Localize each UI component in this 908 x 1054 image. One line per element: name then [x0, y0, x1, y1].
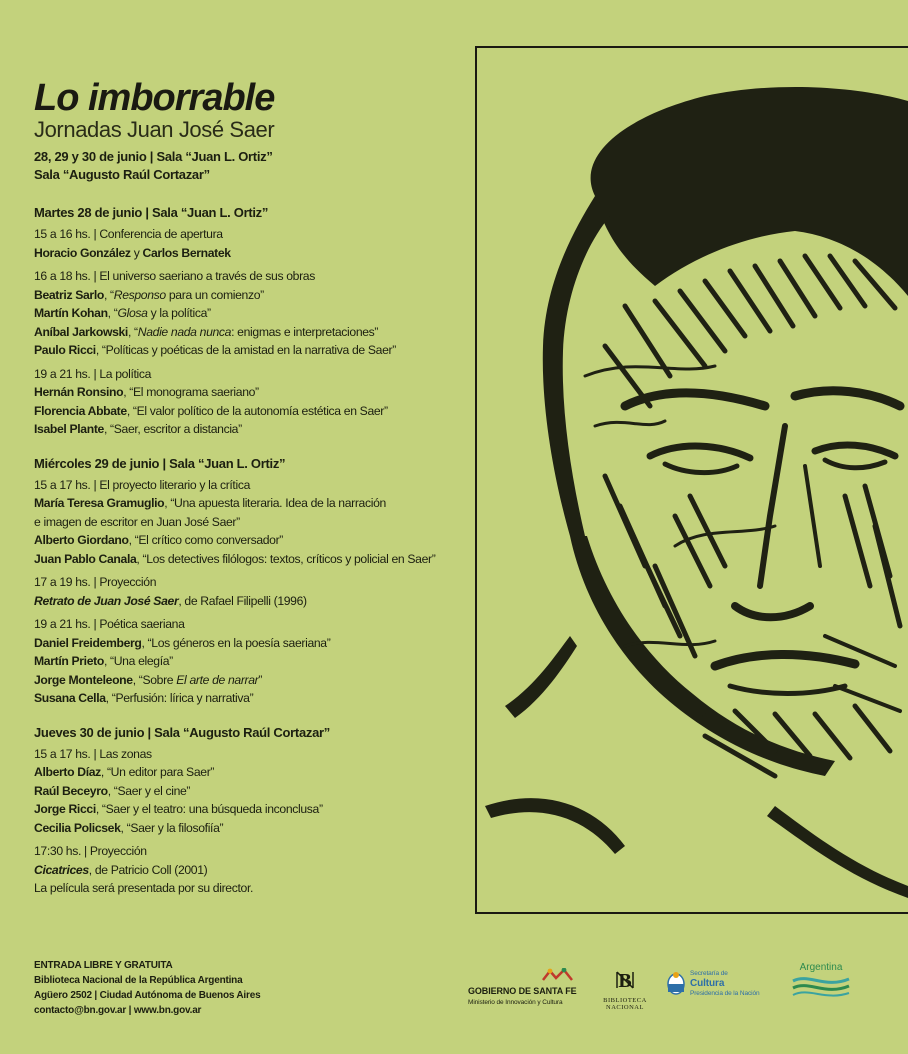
- national-shield-icon: [666, 970, 686, 996]
- event-dates: [34, 148, 454, 184]
- saer-portrait-illustration: [475, 46, 908, 914]
- svg-text:B: B: [618, 970, 632, 992]
- program-session: [34, 225, 454, 262]
- session-line: [34, 550, 454, 569]
- argentina-brand-logo: [786, 962, 856, 1004]
- session-line: [34, 494, 454, 513]
- work-title: Glosa: [117, 306, 148, 320]
- cultura-line-1: Secretaría de: [690, 970, 728, 977]
- talk-text: , “Sobre: [132, 672, 177, 687]
- day-heading: Jueves 30 de junio | Sala “Augusto Raúl Cortazar”: [34, 724, 330, 740]
- speaker-name: Paulo Ricci: [34, 343, 96, 357]
- talk-text: , “Políticas y poéticas de la amistad en la narrativa de Saer”: [95, 343, 396, 357]
- day-heading: Miércoles 29 de junio | Sala “Juan L. Ortiz”: [34, 455, 286, 471]
- cultura-line-2: Cultura: [690, 978, 725, 989]
- talk-text: , “Saer y el cine”: [107, 783, 191, 798]
- session-line: [34, 420, 454, 439]
- bn-monogram-icon: [613, 968, 637, 992]
- event-title: Lo imborrable: [34, 77, 275, 119]
- session-line: [34, 671, 454, 690]
- speaker-name: Isabel Plante: [34, 422, 104, 436]
- speaker-name: Daniel Freidemberg: [34, 635, 142, 650]
- session-line: [34, 383, 454, 402]
- session-line: [34, 304, 454, 323]
- session-line: [34, 652, 454, 671]
- portrait-svg: [475, 46, 908, 914]
- session-line: [34, 341, 454, 360]
- session-line: [34, 763, 454, 782]
- speaker-name: Jorge Ricci: [34, 802, 96, 816]
- portrait-head: [485, 87, 908, 898]
- session-line: [34, 513, 454, 532]
- speaker-name: Aníbal Jarkowski: [34, 324, 128, 339]
- program-session: [34, 365, 454, 439]
- work-title: Responso: [113, 287, 166, 302]
- talk-text: , de Rafael Filipelli (1996): [178, 593, 307, 608]
- talk-text: e imagen de escritor en Juan José Saer”: [34, 514, 240, 529]
- speaker-name: Hernán Ronsino: [34, 385, 124, 399]
- talk-text: , “Una apuesta literaria. Idea de la narración: [164, 496, 386, 510]
- program-session: [34, 476, 454, 569]
- talk-text: , “Un editor para Saer”: [100, 765, 215, 779]
- talk-text: , “: [127, 324, 138, 339]
- speaker-name: Horacio González: [34, 245, 131, 260]
- session-line: [34, 689, 454, 708]
- talk-text: , de Patricio Coll (2001): [88, 862, 208, 877]
- program-day: [34, 724, 454, 898]
- program-session: [34, 615, 454, 708]
- speaker-name: Cecilia Policsek: [34, 820, 121, 835]
- talk-text: , “El valor político de la autonomía estética en Saer”: [126, 403, 388, 418]
- santa-fe-ministry: Ministerio de Innovación y Cultura: [468, 999, 563, 1006]
- day-heading: Martes 28 de junio | Sala “Juan L. Ortiz”: [34, 205, 269, 220]
- work-title: Nadie nada nunca: [137, 324, 232, 339]
- speaker-name: Susana Cella: [34, 691, 106, 705]
- talk-text: , “El monograma saeriano”: [123, 385, 259, 399]
- dates-line-1: 28, 29 y 30 de junio | Sala “Juan L. Ortiz”: [34, 149, 273, 164]
- program-schedule: [34, 204, 454, 898]
- session-time: 19 a 21 hs. | La política: [34, 366, 152, 381]
- bn-line-2: NACIONAL: [606, 1004, 644, 1011]
- dates-line-2: Sala “Augusto Raúl Cortazar”: [34, 167, 210, 182]
- santa-fe-star-icon: [538, 968, 578, 984]
- talk-text: , “Los detectives filólogos: textos, críticos y policial en Saer”: [136, 551, 436, 566]
- talk-text: , “Los géneros en la poesía saeriana”: [141, 635, 331, 650]
- santa-fe-name: GOBIERNO DE SANTA FE: [468, 986, 577, 996]
- footer-info: [34, 958, 334, 1018]
- session-line: [34, 592, 454, 611]
- work-title: Cicatrices: [34, 862, 89, 877]
- talk-text: , “: [103, 287, 114, 302]
- event-subtitle: Jornadas Juan José Saer: [34, 117, 275, 142]
- footer-admission: ENTRADA LIBRE Y GRATUITA: [34, 960, 173, 971]
- talk-text: : enigmas e interpretaciones”: [231, 324, 379, 339]
- session-line: [34, 402, 454, 421]
- talk-text: La película será presentada por su director.: [34, 881, 254, 895]
- program-session: [34, 267, 454, 360]
- footer-venue: Biblioteca Nacional de la República Argentina: [34, 975, 243, 986]
- session-time: 19 a 21 hs. | Poética saeriana: [34, 617, 185, 631]
- sponsor-logos: [468, 962, 888, 1022]
- session-line: [34, 879, 454, 898]
- talk-text: y la política”: [147, 306, 211, 320]
- session-line: [34, 800, 454, 819]
- talk-text: para un comienzo”: [165, 287, 264, 302]
- session-time: 15 a 17 hs. | El proyecto literario y la crítica: [34, 477, 251, 492]
- program-day: [34, 455, 454, 708]
- session-time: 17 a 19 hs. | Proyección: [34, 575, 157, 589]
- talk-text: , “Perfusión: lírica y narrativa”: [105, 691, 254, 705]
- speaker-name: María Teresa Gramuglio: [34, 496, 165, 510]
- session-line: [34, 634, 454, 653]
- speaker-name: Juan Pablo Canala: [34, 551, 137, 566]
- biblioteca-nacional-logo: [600, 968, 650, 1011]
- bn-line-1: BIBLIOTECA: [603, 997, 647, 1004]
- session-line: [34, 286, 454, 305]
- session-line: [34, 531, 454, 550]
- talk-text: y: [130, 245, 143, 260]
- talk-text: , “Saer y el teatro: una búsqueda inconclusa”: [95, 802, 323, 816]
- program-session: [34, 573, 454, 610]
- session-time: 16 a 18 hs. | El universo saeriano a través de sus obras: [34, 269, 315, 283]
- talk-text: , “Saer y la filosofiía”: [120, 820, 224, 835]
- session-time: 17:30 hs. | Proyección: [34, 844, 147, 858]
- talk-text: , “: [107, 306, 118, 320]
- speaker-name: Carlos Bernatek: [142, 245, 231, 260]
- program-session: [34, 745, 454, 838]
- session-time: 15 a 16 hs. | Conferencia de apertura: [34, 227, 223, 241]
- cultura-line-3: Presidencia de la Nación: [690, 990, 760, 997]
- speaker-name: Alberto Giordano: [34, 533, 129, 547]
- session-line: [34, 861, 454, 880]
- speaker-name: Beatriz Sarlo: [34, 287, 104, 302]
- argentina-wave-icon: [789, 973, 853, 999]
- session-line: [34, 819, 454, 838]
- program-session: [34, 842, 454, 898]
- talk-text: , “Saer, escritor a distancia”: [103, 422, 242, 436]
- portrait-hatching: [585, 256, 900, 776]
- speaker-name: Jorge Monteleone: [34, 672, 133, 687]
- work-title: Retrato de Juan José Saer: [34, 593, 179, 608]
- speaker-name: Martín Kohan: [34, 306, 108, 320]
- session-line: [34, 244, 454, 263]
- speaker-name: Alberto Díaz: [34, 765, 101, 779]
- program-column: [34, 78, 454, 903]
- speaker-name: Raúl Beceyro: [34, 783, 108, 798]
- session-time: 15 a 17 hs. | Las zonas: [34, 746, 152, 761]
- talk-text: , “Una elegía”: [103, 654, 173, 668]
- session-line: [34, 782, 454, 801]
- talk-text: ”: [258, 672, 263, 687]
- work-title: El arte de narrar: [176, 672, 259, 687]
- footer-address: Agüero 2502 | Ciudad Autónoma de Buenos Aires: [34, 990, 261, 1001]
- session-line: [34, 323, 454, 342]
- program-day: [34, 204, 454, 439]
- speaker-name: Florencia Abbate: [34, 403, 127, 418]
- talk-text: , “El crítico como conversador”: [128, 533, 284, 547]
- speaker-name: Martín Prieto: [34, 654, 104, 668]
- footer-contact-link[interactable]: contacto@bn.gov.ar | www.bn.gov.ar: [34, 1005, 202, 1016]
- argentina-label: Argentina: [799, 962, 843, 973]
